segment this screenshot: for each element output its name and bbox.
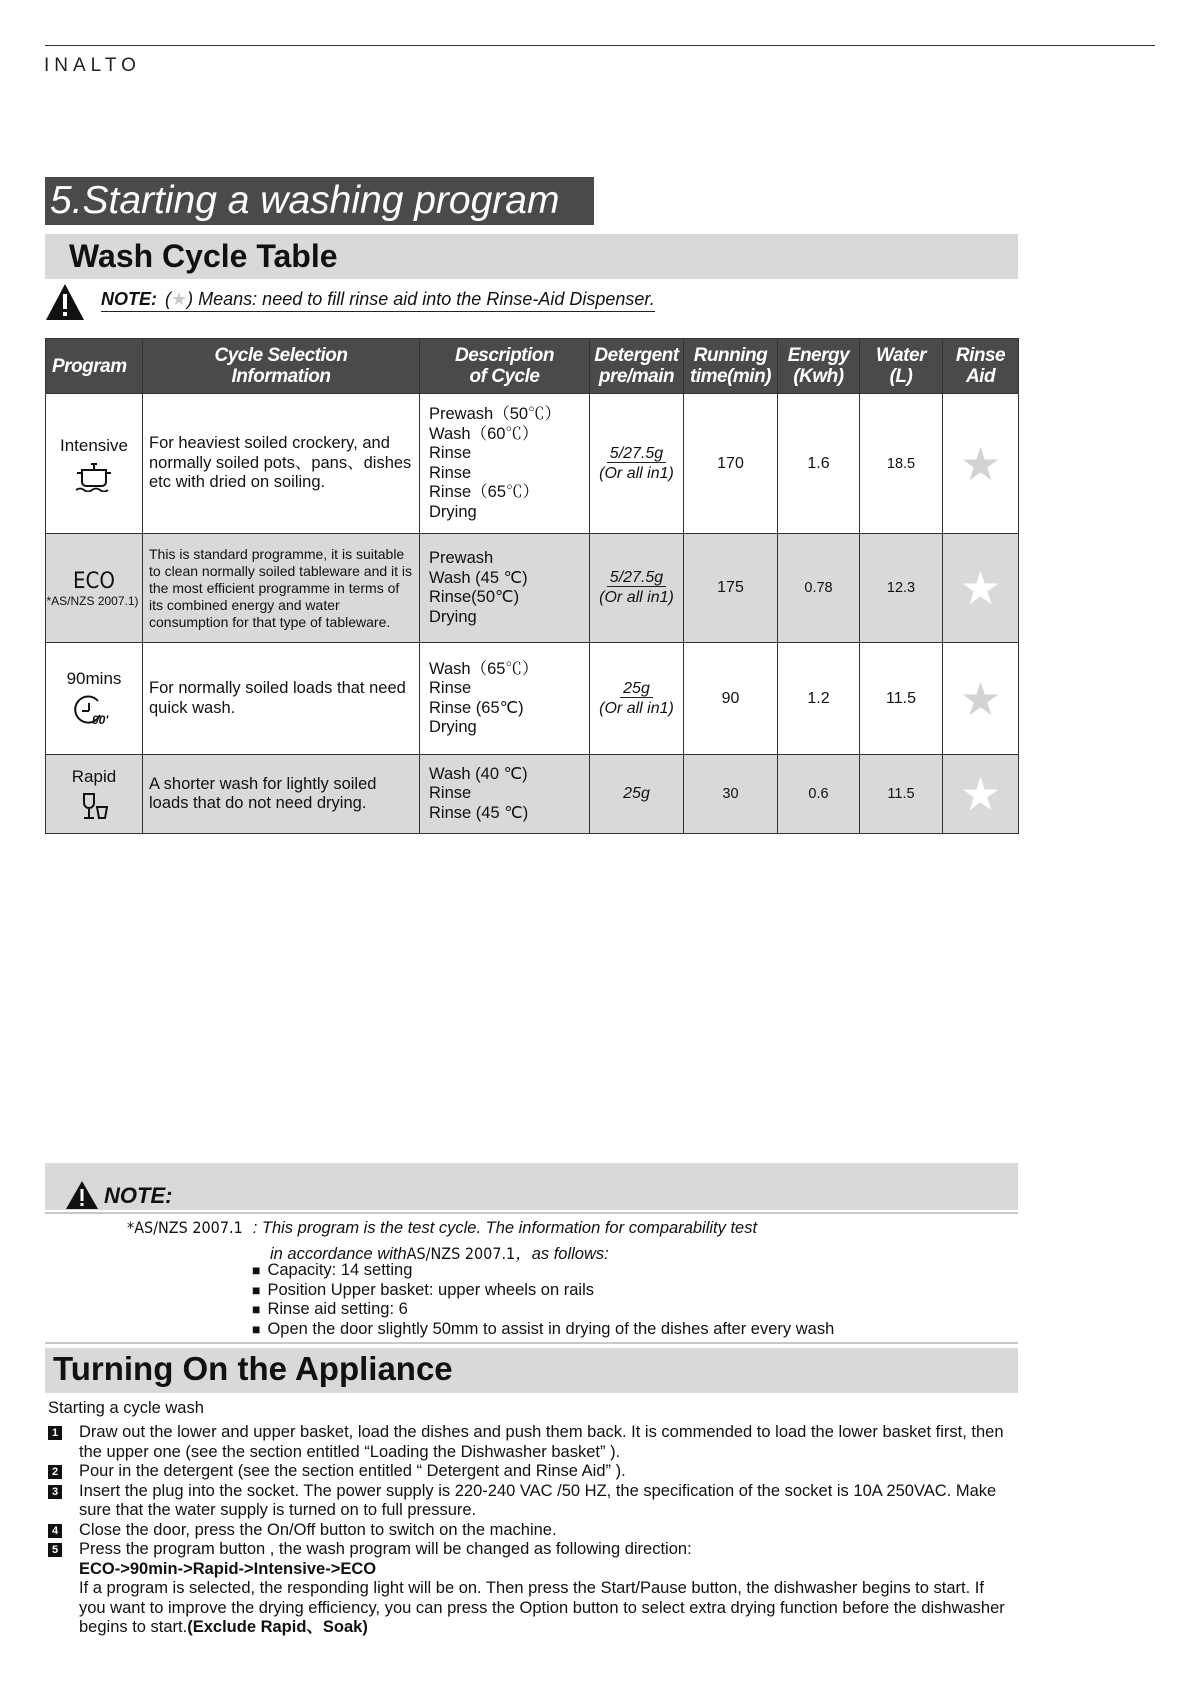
- step-text: Pour in the detergent (see the section entitled “ Detergent and Rinse Aid” ).: [79, 1462, 626, 1480]
- description-line: Prewash: [429, 549, 494, 567]
- section-title: 5.Starting a washing program: [45, 177, 594, 225]
- note-label: NOTE:: [101, 289, 157, 309]
- pot-icon: [46, 460, 142, 492]
- running-time-cell: 170: [684, 394, 778, 534]
- detergent-alt: (Or all in1): [599, 699, 674, 717]
- cycle-info-cell: A shorter wash for lightly soiled loads that do not need drying.: [143, 755, 420, 834]
- turning-on-title: Turning On the Appliance: [53, 1350, 453, 1387]
- rinse-aid-star-icon: ★: [943, 534, 1019, 643]
- col-running-time: Running time(min): [684, 339, 778, 394]
- step-text: Close the door, press the On/Off button to switch on the machine.: [79, 1520, 557, 1539]
- note2-text2-standard: AS/NZS 2007.1: [406, 1244, 516, 1263]
- description-line: Wash (45 ℃): [429, 568, 528, 587]
- description-line: Rinse（65℃）: [429, 483, 540, 501]
- description-line: Wash（60℃）: [429, 424, 539, 443]
- table-header-row: [46, 339, 1019, 394]
- detergent-cell: [590, 394, 684, 534]
- cycle-info-cell: For normally soiled loads that need quick wash.: [143, 643, 420, 755]
- steps-list: [48, 1423, 1008, 1638]
- note2-label: NOTE:: [104, 1183, 173, 1208]
- step-number: 1: [48, 1426, 62, 1440]
- col-energy: Energy (Kwh): [778, 339, 860, 394]
- program-standard: *AS/NZS 2007.1): [46, 593, 139, 608]
- table-row: [46, 534, 1019, 643]
- star-icon: ★: [171, 289, 188, 309]
- wash-cycle-title: Wash Cycle Table: [69, 238, 338, 274]
- running-time-cell: 30: [684, 755, 778, 834]
- program-name: ECO: [73, 568, 115, 594]
- detergent-alt: (Or all in1): [599, 589, 674, 606]
- note2-text2-pre: in accordance with: [270, 1245, 407, 1263]
- divider: [45, 1212, 1018, 1214]
- step-number: 5: [48, 1543, 62, 1557]
- water-cell: 11.5: [860, 643, 943, 755]
- note2-text1: : This program is the test cycle. The information for comparability test: [252, 1219, 758, 1237]
- detergent-alt: (Or all in1): [599, 464, 674, 482]
- step-extra-bold: (Exclude Rapid、Soak): [187, 1618, 368, 1636]
- table-row: [46, 755, 1019, 834]
- rinse-aid-star-icon: ★: [943, 755, 1019, 834]
- step-text: Press the program button , the wash program will be changed as following direction:: [79, 1540, 692, 1558]
- running-time-cell: 175: [684, 534, 778, 643]
- program-sequence: ECO->90min->Rapid->Intensive->ECO: [79, 1559, 377, 1578]
- description-cell: [420, 755, 590, 834]
- detergent-cell: [590, 534, 684, 643]
- step-number: 4: [48, 1524, 62, 1538]
- clock-90-icon: [46, 693, 142, 729]
- description-line: Prewash（50℃）: [429, 405, 562, 423]
- rinse-aid-star-icon: ★: [943, 394, 1019, 534]
- glasses-icon: [46, 791, 142, 821]
- col-rinse-aid: Rinse Aid: [943, 339, 1019, 394]
- note2-bar: [45, 1163, 1018, 1210]
- detergent-cell: [590, 643, 684, 755]
- detergent-amount: 5/27.5g: [607, 445, 666, 463]
- description-line: Rinse (45 ℃): [429, 803, 529, 822]
- description-line: Rinse (65℃): [429, 698, 524, 717]
- list-item: [48, 1521, 1008, 1541]
- col-water: Water (L): [860, 339, 943, 394]
- detergent-cell: 25g: [590, 755, 684, 834]
- list-item: [48, 1540, 1008, 1638]
- divider: [45, 1342, 1018, 1344]
- program-name: Rapid: [71, 767, 117, 786]
- description-line: Drying: [429, 607, 477, 626]
- description-line: Rinse: [429, 463, 472, 482]
- water-cell: 11.5: [860, 755, 943, 834]
- table-row: [46, 394, 1019, 534]
- rinse-aid-star-icon: ★: [943, 643, 1019, 755]
- description-line: Drying: [429, 502, 477, 521]
- svg-text:90': 90': [92, 712, 109, 727]
- turning-on-title-bar: [45, 1348, 1018, 1393]
- program-cell: [46, 394, 143, 534]
- note2-bullets: [252, 1261, 834, 1339]
- step-number: 2: [48, 1465, 62, 1479]
- description-line: Rinse: [429, 784, 472, 803]
- description-line: Rinse: [429, 444, 472, 462]
- water-cell: 12.3: [860, 534, 943, 643]
- description-line: Drying: [429, 718, 477, 736]
- list-item: [48, 1462, 1008, 1482]
- program-cell: [46, 755, 143, 834]
- step-text: Insert the plug into the socket. The power supply is 220-240 VAC /50 HZ, the specification of the socket is 10A 250VAC. Make sure that the water supply is turned on to full pressure.: [79, 1481, 997, 1519]
- detergent-amount: 25g: [620, 680, 653, 698]
- description-cell: [420, 643, 590, 755]
- detergent-amount: 5/27.5g: [607, 569, 666, 587]
- program-name: 90mins: [66, 668, 122, 688]
- step-number: 3: [48, 1485, 62, 1499]
- list-item: [48, 1482, 1008, 1521]
- wash-cycle-table: [45, 338, 1019, 834]
- description-cell: [420, 394, 590, 534]
- note2-standard: *AS/NZS 2007.1: [127, 1218, 243, 1237]
- cycle-info-cell: For heaviest soiled crockery, and normally soiled pots、pans、dishes etc with dried on soiling.: [143, 394, 420, 534]
- list-item: ■ Rinse aid setting: 6: [252, 1300, 834, 1320]
- list-item: [48, 1423, 1008, 1462]
- step-extra-text: If a program is selected, the responding light will be on. Then press the Start/Pause button, the dishwasher begins to start. If you want to improve the drying efficiency, you can press the Option button to select extra drying function before the dishwasher begins to start.: [79, 1579, 1005, 1636]
- description-line: Rinse(50℃): [429, 588, 520, 606]
- note-paren-close: ): [187, 289, 194, 309]
- brand-logo: INALTO: [44, 55, 141, 76]
- col-cycle-info: Cycle Selection Information: [143, 339, 420, 394]
- top-rule: [45, 45, 1155, 46]
- description-cell: [420, 534, 590, 643]
- cycle-info-cell: This is standard programme, it is suitable to clean normally soiled tableware and it is the most efficient programme in terms of its combined energy and water consumption for that type of tableware.: [143, 534, 420, 643]
- description-line: Rinse: [429, 679, 472, 697]
- warning-icon: [65, 1180, 99, 1210]
- list-item: ■ Capacity: 14 setting: [252, 1261, 834, 1281]
- description-line: Wash (40 ℃): [429, 764, 528, 783]
- program-cell: [46, 534, 143, 643]
- step-text: Draw out the lower and upper basket, load the dishes and push them back. It is commended to load the lower basket first, then the upper one (see the section entitled “Loading the Dishwasher basket” ).: [79, 1423, 1004, 1461]
- program-cell: [46, 643, 143, 755]
- water-cell: 18.5: [860, 394, 943, 534]
- energy-cell: 1.2: [778, 643, 860, 755]
- warning-icon: [45, 283, 85, 321]
- description-line: Wash（65℃）: [429, 659, 539, 678]
- energy-cell: 0.6: [778, 755, 860, 834]
- col-description: Description of Cycle: [420, 339, 590, 394]
- list-item: ■ Open the door slightly 50mm to assist in drying of the dishes after every wash: [252, 1320, 834, 1340]
- wash-cycle-title-bar: [45, 234, 1018, 279]
- list-item: ■ Position Upper basket: upper wheels on rails: [252, 1281, 834, 1301]
- table-row: [46, 643, 1019, 755]
- program-name: Intensive: [59, 435, 129, 455]
- note-paren-open: (: [165, 289, 171, 309]
- energy-cell: 0.78: [778, 534, 860, 643]
- running-time-cell: 90: [684, 643, 778, 755]
- rinse-aid-note-text: [101, 289, 655, 312]
- note2-text2-post: ，as follows:: [515, 1245, 609, 1263]
- note2-line1: [127, 1218, 757, 1238]
- note-text: Means: need to fill rinse aid into the Rinse-Aid Dispenser.: [198, 289, 655, 309]
- col-program: Program: [46, 339, 143, 394]
- starting-subtitle: Starting a cycle wash: [48, 1399, 204, 1417]
- rinse-aid-note: [45, 283, 1018, 325]
- energy-cell: 1.6: [778, 394, 860, 534]
- col-detergent: Detergent pre/main: [590, 339, 684, 394]
